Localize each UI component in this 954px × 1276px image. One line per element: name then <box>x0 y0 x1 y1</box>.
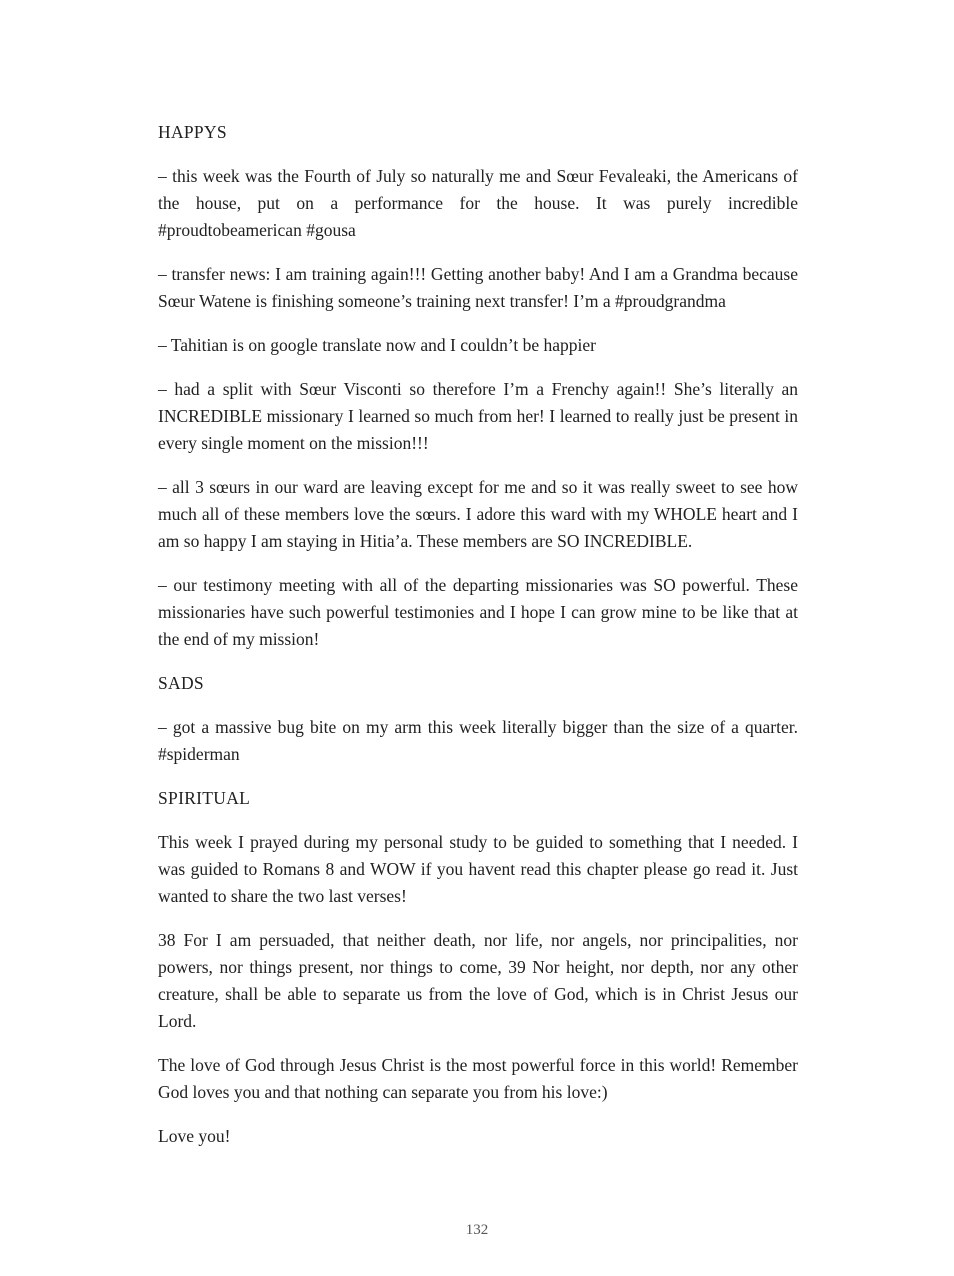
paragraph: – all 3 sœurs in our ward are leaving except for me and so it was really sweet to see how much all of these members love the sœurs. I adore this ward with my WHOLE heart and I am so happy I am staying in Hitia’a. These members are SO INCREDIBLE. <box>158 477 798 551</box>
section-heading: HAPPYS <box>158 122 227 142</box>
document-content <box>158 119 798 1167</box>
section-heading: SADS <box>158 673 204 693</box>
paragraph: 38 For I am persuaded, that neither death, nor life, nor angels, nor principalities, nor powers, nor things present, nor things to come, 39 Nor height, nor depth, nor any other creature, shall be able to separate us from the love of God, which is in Christ Jesus our Lord. <box>158 930 798 1031</box>
paragraph: Love you! <box>158 1126 231 1146</box>
paragraph: This week I prayed during my personal study to be guided to something that I needed. I was guided to Romans 8 and WOW if you havent read this chapter please go read it. Just wanted to share the two last verses! <box>158 832 798 906</box>
paragraph: – transfer news: I am training again!!! Getting another baby! And I am a Grandma because Sœur Watene is finishing someone’s training next transfer! I’m a #proudgrandma <box>158 264 798 311</box>
paragraph: – this week was the Fourth of July so naturally me and Sœur Fevaleaki, the Americans of the house, put on a performance for the house. It was purely incredible #proudtobeamerican #gousa <box>158 166 798 240</box>
paragraph: – Tahitian is on google translate now and I couldn’t be happier <box>158 335 596 355</box>
paragraph: The love of God through Jesus Christ is the most powerful force in this world! Remember God loves you and that nothing can separate you from his love:) <box>158 1055 798 1102</box>
page-number: 132 <box>465 1222 489 1238</box>
paragraph: – our testimony meeting with all of the departing missionaries was SO powerful. These missionaries have such powerful testimonies and I hope I can grow mine to be like that at the end of my mission! <box>158 575 798 649</box>
paragraph: – had a split with Sœur Visconti so therefore I’m a Frenchy again!! She’s literally an INCREDIBLE missionary I learned so much from her! I learned to really just be present in every single moment on the mission!!! <box>158 379 798 453</box>
paragraph: – got a massive bug bite on my arm this week literally bigger than the size of a quarter. #spiderman <box>158 717 798 764</box>
section-heading: SPIRITUAL <box>158 788 251 808</box>
